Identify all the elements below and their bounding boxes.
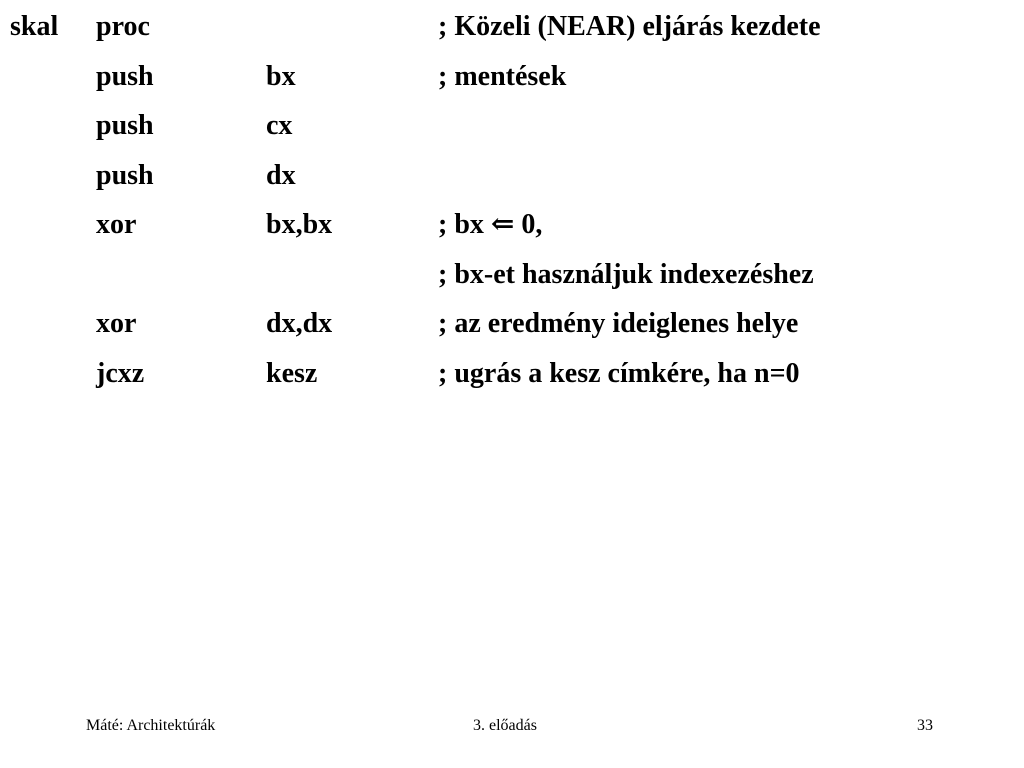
- code-comment: ; mentések: [438, 60, 567, 92]
- code-comment: ; Közeli (NEAR) eljárás kezdete: [438, 11, 821, 42]
- code-operand: bx: [266, 60, 296, 92]
- code-line: [0, 58, 1024, 108]
- footer-lecture: 3. előadás: [473, 717, 537, 734]
- code-line: [0, 256, 1024, 306]
- code-mnemonic: jcxz: [96, 357, 145, 389]
- code-mnemonic: push: [96, 60, 154, 92]
- footer-page-number: 33: [917, 717, 933, 734]
- code-comment: ; ugrás a kesz címkére, ha n=0: [438, 357, 800, 389]
- slide-footer: [0, 714, 1024, 738]
- code-mnemonic: push: [96, 159, 154, 191]
- code-listing: [0, 8, 1024, 404]
- code-line: [0, 355, 1024, 405]
- code-operand: kesz: [266, 357, 318, 389]
- code-operand: dx,dx: [266, 308, 333, 339]
- code-operand: cx: [266, 110, 293, 141]
- code-line: [0, 206, 1024, 256]
- code-line: [0, 107, 1024, 157]
- code-mnemonic: xor: [96, 209, 137, 240]
- code-label: skal: [10, 11, 59, 42]
- code-comment: ; bx ⇐ 0,: [438, 209, 543, 240]
- code-line: [0, 305, 1024, 355]
- code-comment: ; az eredmény ideiglenes helye: [438, 308, 799, 339]
- footer-author: Máté: Architektúrák: [86, 717, 216, 734]
- code-operand: bx,bx: [266, 209, 333, 240]
- code-line: [0, 8, 1024, 58]
- code-operand: dx: [266, 159, 296, 191]
- code-mnemonic: push: [96, 110, 154, 141]
- code-mnemonic: proc: [96, 11, 150, 42]
- code-line: [0, 157, 1024, 207]
- code-comment: ; bx-et használjuk indexezéshez: [438, 258, 814, 290]
- code-mnemonic: xor: [96, 308, 137, 339]
